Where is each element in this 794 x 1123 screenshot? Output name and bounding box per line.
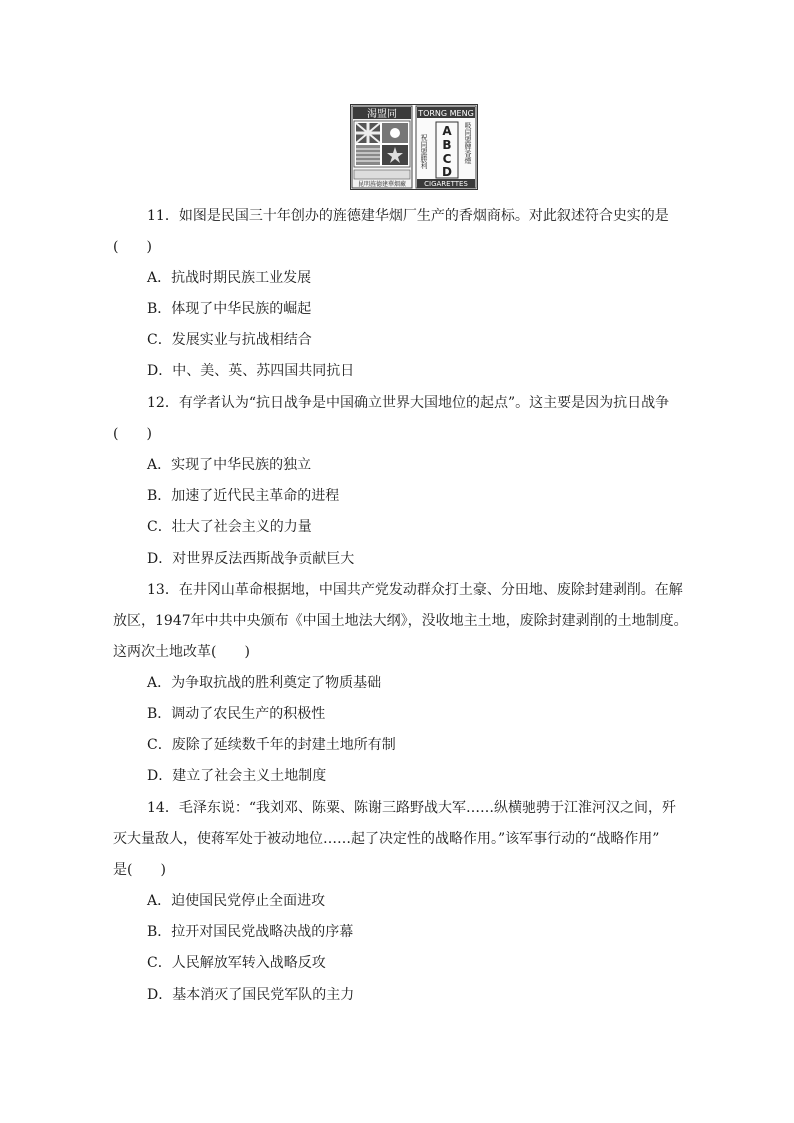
question-14-text: 14．毛泽东说：“我刘邓、陈粟、陈谢三路野战大军……纵横驰骋于江淮河汉之间，歼: [147, 800, 676, 816]
trademark-letter: B: [442, 138, 452, 152]
question-12-text: 12．有学者认为“抗日战争是中国确立世界大国地位的起点”。这主要是因为抗日战争: [147, 395, 670, 411]
question-13-option-c: C．废除了延续数千年的封建土地所有制: [147, 737, 396, 753]
question-12-paren: ( ): [113, 426, 152, 442]
question-11-paren: ( ): [113, 239, 152, 255]
question-11-option-c: C．发展实业与抗战相结合: [147, 332, 312, 348]
trademark-bottom-right: CIGARETTES: [424, 180, 468, 188]
question-12-option-d: D．对世界反法西斯战争贡献巨大: [147, 551, 355, 567]
question-12-option-b: B．加速了近代民主革命的进程: [147, 488, 340, 504]
question-13-text: 13．在井冈山革命根据地，中国共产党发动群众打土豪、分田地、废除封建剥削。在解: [147, 582, 683, 598]
question-14-text-line3: 是( ): [113, 862, 166, 878]
question-12-option-a: A．实现了中华民族的独立: [147, 457, 312, 473]
question-14-option-c: C．人民解放军转入战略反攻: [147, 955, 326, 971]
question-11-option-d: D．中、美、英、苏四国共同抗日: [147, 363, 355, 379]
question-11-option-a: A．抗战时期民族工业发展: [147, 270, 312, 286]
question-13-text-line3: 这两次土地改革( ): [113, 644, 250, 660]
trademark-left-label: 渴盟同: [367, 109, 397, 120]
question-14-text-line2: 灭大量敌人，使蒋军处于被动地位……起了决定性的战略作用。”该军事行动的“战略作用”: [113, 831, 660, 847]
question-14-option-a: A．迫使国民党停止全面进攻: [147, 893, 326, 909]
question-13-option-a: A．为争取抗战的胜利奠定了物质基础: [147, 675, 382, 691]
question-11-option-b: B．体现了中华民族的崛起: [147, 301, 312, 317]
cigarette-trademark-image: [350, 104, 478, 190]
question-14-option-b: B．拉开对国民党战略决战的序幕: [147, 924, 354, 940]
question-14-option-d: D．基本消灭了国民党军队的主力: [147, 987, 355, 1003]
trademark-letter: D: [442, 165, 452, 179]
trademark-right-top: TORNG MENG: [418, 109, 474, 118]
trademark-bottom-left: 昆明旌德建華烟廠: [357, 181, 407, 188]
trademark-illustration: [350, 104, 478, 190]
trademark-right-col2: 吸同盟牌香煙: [464, 122, 472, 164]
trademark-letter: A: [442, 124, 452, 138]
trademark-right-col1: 祝同盟勝利: [420, 134, 428, 169]
question-13-option-b: B．调动了农民生产的积极性: [147, 706, 326, 722]
trademark-letter: C: [442, 152, 452, 166]
question-13-option-d: D．建立了社会主义土地制度: [147, 768, 327, 784]
question-13-text-line2: 放区，1947年中共中央颁布《中国土地法大纲》，没收地主土地，废除封建剥削的土地制度。: [113, 613, 688, 629]
question-11-text: 11．如图是民国三十年创办的旌德建华烟厂生产的香烟商标。对此叙述符合史实的是: [147, 208, 669, 224]
question-12-option-c: C．壮大了社会主义的力量: [147, 519, 312, 535]
